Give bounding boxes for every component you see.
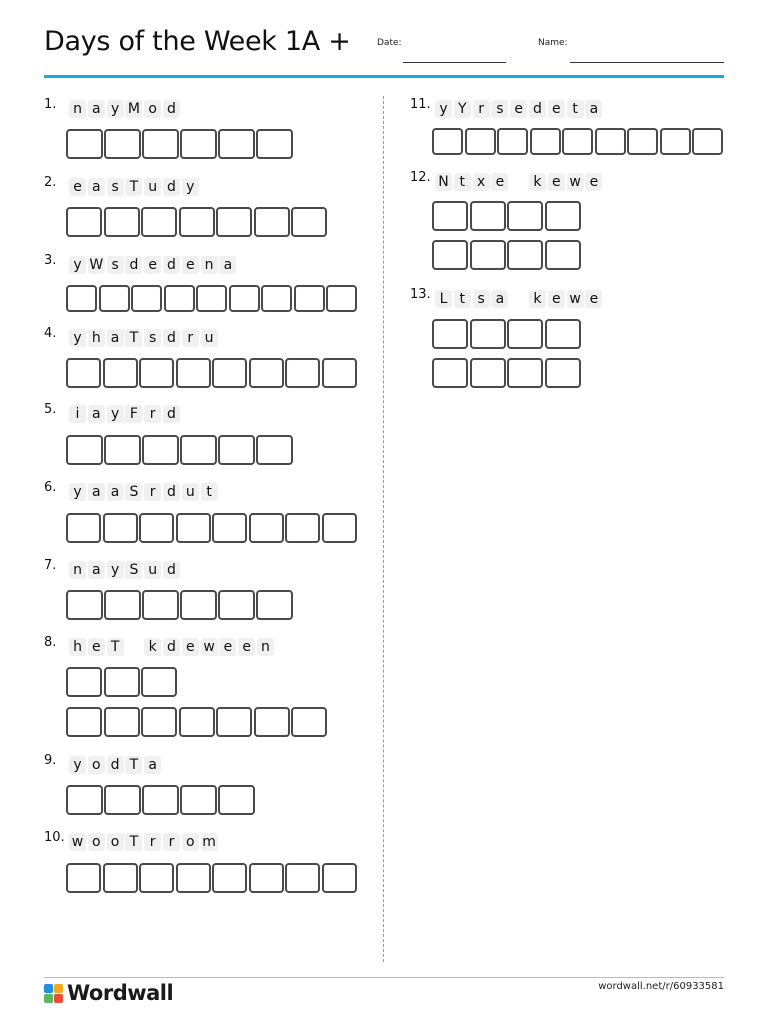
answer-box[interactable] xyxy=(326,285,357,312)
logo-square-icon xyxy=(44,984,53,993)
scrambled-letters xyxy=(69,178,201,196)
scrambled-letters xyxy=(69,756,163,774)
letter-tile: N xyxy=(435,173,452,191)
letter-tile: n xyxy=(69,561,86,579)
answer-box[interactable] xyxy=(66,129,103,159)
letter-tile: T xyxy=(125,833,142,851)
answer-box[interactable] xyxy=(142,129,179,159)
answer-box[interactable] xyxy=(285,513,320,543)
answer-box[interactable] xyxy=(139,513,174,543)
letter-tile: y xyxy=(107,405,124,423)
answer-box[interactable] xyxy=(595,128,626,155)
letter-tile: e xyxy=(238,638,255,656)
letter-tile: d xyxy=(163,256,180,274)
answer-box[interactable] xyxy=(545,319,581,349)
answer-box[interactable] xyxy=(507,201,543,231)
answer-row xyxy=(432,240,582,270)
answer-box[interactable] xyxy=(254,707,290,737)
letter-tile: e xyxy=(491,173,508,191)
letter-gap xyxy=(510,290,527,308)
answer-box[interactable] xyxy=(432,240,468,270)
answer-row xyxy=(432,128,725,155)
letter-tile: d xyxy=(529,100,546,118)
answer-box[interactable] xyxy=(104,435,141,465)
letter-tile: S xyxy=(125,483,142,501)
answer-box[interactable] xyxy=(218,785,255,815)
letter-tile: y xyxy=(107,561,124,579)
letter-tile: n xyxy=(201,256,218,274)
letter-gap xyxy=(125,638,142,656)
letter-tile: e xyxy=(585,290,602,308)
answer-box[interactable] xyxy=(142,785,179,815)
answer-box[interactable] xyxy=(249,863,284,893)
letter-tile: e xyxy=(69,178,86,196)
letter-tile: e xyxy=(88,638,105,656)
scrambled-letters xyxy=(69,483,219,501)
question-number: 8. xyxy=(44,635,57,650)
letter-tile: s xyxy=(473,290,490,308)
answer-box[interactable] xyxy=(104,785,141,815)
letter-tile: T xyxy=(107,638,124,656)
answer-box[interactable] xyxy=(103,358,138,388)
answer-box[interactable] xyxy=(180,590,217,620)
answer-row xyxy=(66,707,329,737)
letter-tile: o xyxy=(88,833,105,851)
letter-tile: s xyxy=(144,329,161,347)
answer-row xyxy=(66,358,358,388)
answer-box[interactable] xyxy=(66,207,102,237)
letter-tile: r xyxy=(144,405,161,423)
answer-box[interactable] xyxy=(66,358,101,388)
answer-box[interactable] xyxy=(497,128,528,155)
letter-tile: d xyxy=(163,329,180,347)
letter-tile: d xyxy=(125,256,142,274)
name-field-line[interactable] xyxy=(570,62,724,63)
brand-name: Wordwall xyxy=(67,981,174,1005)
letter-tile: y xyxy=(182,178,199,196)
letter-tile: F xyxy=(125,405,142,423)
letter-tile: e xyxy=(510,100,527,118)
scrambled-letters xyxy=(69,405,182,423)
answer-box[interactable] xyxy=(291,707,327,737)
logo-square-icon xyxy=(54,994,63,1003)
answer-box[interactable] xyxy=(545,358,581,388)
question-number: 9. xyxy=(44,753,57,768)
answer-box[interactable] xyxy=(180,785,217,815)
answer-box[interactable] xyxy=(104,667,140,697)
answer-box[interactable] xyxy=(104,707,140,737)
letter-tile: o xyxy=(88,756,105,774)
answer-box[interactable] xyxy=(218,129,255,159)
answer-box[interactable] xyxy=(322,863,357,893)
date-label: Date: xyxy=(377,38,402,48)
answer-row xyxy=(66,285,359,312)
letter-tile: m xyxy=(202,834,216,850)
answer-box[interactable] xyxy=(249,513,284,543)
answer-box[interactable] xyxy=(285,358,320,388)
answer-box[interactable] xyxy=(322,513,357,543)
letter-tile: o xyxy=(107,833,124,851)
letter-tile: t xyxy=(567,100,584,118)
letter-tile: Y xyxy=(454,100,471,118)
answer-box[interactable] xyxy=(142,435,179,465)
letter-tile: h xyxy=(88,329,105,347)
answer-box[interactable] xyxy=(627,128,658,155)
answer-row xyxy=(432,358,582,388)
answer-row xyxy=(66,435,294,465)
answer-box[interactable] xyxy=(254,207,290,237)
question-number: 11. xyxy=(410,97,431,112)
answer-row xyxy=(66,590,294,620)
scrambled-letters xyxy=(69,561,182,579)
letter-tile: o xyxy=(144,100,161,118)
letter-tile: a xyxy=(107,329,124,347)
letter-tile: e xyxy=(182,638,199,656)
column-divider xyxy=(383,96,384,962)
logo-square-icon xyxy=(44,994,53,1003)
letter-tile: d xyxy=(163,483,180,501)
answer-box[interactable] xyxy=(139,358,174,388)
letter-tile: a xyxy=(88,100,105,118)
letter-tile: y xyxy=(69,329,86,347)
answer-box[interactable] xyxy=(432,358,468,388)
worksheet-title: Days of the Week 1A + xyxy=(44,26,351,57)
letter-tile: a xyxy=(88,178,105,196)
letter-tile: r xyxy=(473,100,490,118)
answer-box[interactable] xyxy=(470,358,506,388)
answer-box[interactable] xyxy=(180,435,217,465)
question-number: 4. xyxy=(44,326,57,341)
letter-tile: r xyxy=(144,483,161,501)
answer-box[interactable] xyxy=(196,285,227,312)
answer-box[interactable] xyxy=(470,201,506,231)
letter-tile: h xyxy=(69,638,86,656)
answer-box[interactable] xyxy=(507,319,543,349)
question-number: 7. xyxy=(44,558,57,573)
letter-tile: a xyxy=(88,405,105,423)
answer-box[interactable] xyxy=(285,863,320,893)
answer-box[interactable] xyxy=(322,358,357,388)
answer-box[interactable] xyxy=(66,785,103,815)
wordwall-logo xyxy=(44,981,173,1005)
letter-tile: s xyxy=(107,256,124,274)
question-number: 13. xyxy=(410,287,431,302)
answer-box[interactable] xyxy=(212,513,247,543)
question-number: 3. xyxy=(44,253,57,268)
question-number: 1. xyxy=(44,97,57,112)
letter-tile: u xyxy=(144,561,161,579)
letter-tile: x xyxy=(473,173,490,191)
answer-box[interactable] xyxy=(141,667,177,697)
letter-tile: S xyxy=(125,561,142,579)
name-label: Name: xyxy=(538,38,568,48)
answer-box[interactable] xyxy=(66,285,97,312)
answer-box[interactable] xyxy=(470,240,506,270)
answer-box[interactable] xyxy=(179,707,215,737)
letter-tile: i xyxy=(69,405,86,423)
answer-row xyxy=(66,129,294,159)
letter-gap xyxy=(510,173,527,191)
answer-box[interactable] xyxy=(545,240,581,270)
letter-tile: y xyxy=(107,100,124,118)
activity-url[interactable]: wordwall.net/r/60933581 xyxy=(598,981,724,992)
letter-tile: k xyxy=(529,173,546,191)
letter-tile: T xyxy=(125,178,142,196)
answer-box[interactable] xyxy=(470,319,506,349)
answer-row xyxy=(432,201,582,231)
answer-box[interactable] xyxy=(99,285,130,312)
answer-row xyxy=(66,785,256,815)
answer-row xyxy=(66,667,179,697)
scrambled-letters xyxy=(435,173,604,191)
letter-tile: t xyxy=(201,483,218,501)
letter-tile: e xyxy=(219,638,236,656)
answer-box[interactable] xyxy=(229,285,260,312)
question-number: 2. xyxy=(44,175,57,190)
answer-box[interactable] xyxy=(103,863,138,893)
answer-box[interactable] xyxy=(530,128,561,155)
letter-tile: a xyxy=(88,561,105,579)
letter-tile: a xyxy=(88,483,105,501)
scrambled-letters xyxy=(69,638,276,656)
letter-tile: y xyxy=(69,256,86,274)
answer-box[interactable] xyxy=(180,129,217,159)
letter-tile: y xyxy=(69,756,86,774)
letter-tile: r xyxy=(144,833,161,851)
letter-tile: n xyxy=(69,100,86,118)
logo-square-icon xyxy=(54,984,63,993)
question-number: 12. xyxy=(410,170,431,185)
letter-tile: e xyxy=(144,256,161,274)
letter-tile: t xyxy=(454,173,471,191)
answer-box[interactable] xyxy=(218,590,255,620)
letter-tile: k xyxy=(529,290,546,308)
letter-tile: d xyxy=(163,100,180,118)
answer-row xyxy=(66,207,329,237)
wordwall-logo-icon xyxy=(44,984,63,1003)
letter-tile: u xyxy=(201,329,218,347)
letter-tile: r xyxy=(163,833,180,851)
answer-box[interactable] xyxy=(141,707,177,737)
answer-box[interactable] xyxy=(249,358,284,388)
letter-tile: k xyxy=(144,638,161,656)
letter-tile: e xyxy=(548,290,565,308)
scrambled-letters xyxy=(435,100,604,118)
answer-box[interactable] xyxy=(507,358,543,388)
letter-tile: y xyxy=(69,483,86,501)
letter-tile: d xyxy=(163,561,180,579)
answer-box[interactable] xyxy=(216,707,252,737)
letter-tile: s xyxy=(107,178,124,196)
scrambled-letters xyxy=(435,290,604,308)
letter-tile: T xyxy=(125,329,142,347)
letter-tile: t xyxy=(454,290,471,308)
answer-box[interactable] xyxy=(692,128,723,155)
letter-tile: u xyxy=(182,483,199,501)
footer-rule xyxy=(44,977,724,978)
answer-box[interactable] xyxy=(256,590,293,620)
letter-tile: W xyxy=(89,257,104,273)
answer-box[interactable] xyxy=(261,285,292,312)
answer-box[interactable] xyxy=(465,128,496,155)
answer-box[interactable] xyxy=(294,285,325,312)
letter-tile: w xyxy=(567,173,584,191)
answer-box[interactable] xyxy=(66,667,102,697)
answer-box[interactable] xyxy=(218,435,255,465)
letter-tile: w xyxy=(69,833,86,851)
letter-tile: e xyxy=(182,256,199,274)
letter-tile: a xyxy=(585,100,602,118)
answer-box[interactable] xyxy=(103,513,138,543)
answer-row xyxy=(432,319,582,349)
letter-tile: a xyxy=(144,756,161,774)
answer-box[interactable] xyxy=(142,590,179,620)
answer-box[interactable] xyxy=(179,207,215,237)
answer-box[interactable] xyxy=(507,240,543,270)
letter-tile: e xyxy=(548,100,565,118)
letter-tile: u xyxy=(144,178,161,196)
letter-tile: T xyxy=(125,756,142,774)
letter-tile: w xyxy=(567,290,584,308)
answer-box[interactable] xyxy=(291,207,327,237)
letter-tile: d xyxy=(163,405,180,423)
answer-box[interactable] xyxy=(256,129,293,159)
letter-tile: d xyxy=(163,638,180,656)
scrambled-letters xyxy=(69,329,219,347)
letter-tile: w xyxy=(201,638,218,656)
answer-box[interactable] xyxy=(432,128,463,155)
letter-tile: y xyxy=(435,100,452,118)
answer-box[interactable] xyxy=(66,707,102,737)
letter-tile: a xyxy=(491,290,508,308)
scrambled-letters xyxy=(69,256,238,274)
answer-box[interactable] xyxy=(545,201,581,231)
letter-tile: a xyxy=(107,483,124,501)
scrambled-letters xyxy=(69,100,182,118)
answer-box[interactable] xyxy=(104,207,140,237)
answer-box[interactable] xyxy=(139,863,174,893)
answer-box[interactable] xyxy=(256,435,293,465)
answer-box[interactable] xyxy=(164,285,195,312)
scrambled-letters xyxy=(69,833,219,851)
answer-box[interactable] xyxy=(212,863,247,893)
letter-tile: a xyxy=(219,256,236,274)
answer-row xyxy=(66,513,358,543)
letter-tile: e xyxy=(585,173,602,191)
answer-box[interactable] xyxy=(216,207,252,237)
answer-box[interactable] xyxy=(562,128,593,155)
letter-tile: M xyxy=(125,100,142,118)
answer-box[interactable] xyxy=(660,128,691,155)
answer-box[interactable] xyxy=(176,358,211,388)
letter-tile: d xyxy=(107,756,124,774)
answer-box[interactable] xyxy=(66,513,101,543)
answer-row xyxy=(66,863,358,893)
letter-tile: e xyxy=(548,173,565,191)
answer-box[interactable] xyxy=(212,358,247,388)
question-number: 5. xyxy=(44,402,57,417)
answer-box[interactable] xyxy=(131,285,162,312)
answer-box[interactable] xyxy=(66,863,101,893)
answer-box[interactable] xyxy=(432,319,468,349)
answer-box[interactable] xyxy=(141,207,177,237)
answer-box[interactable] xyxy=(432,201,468,231)
answer-box[interactable] xyxy=(176,513,211,543)
date-field-line[interactable] xyxy=(403,62,506,63)
letter-tile: n xyxy=(257,638,274,656)
answer-box[interactable] xyxy=(66,435,103,465)
letter-tile: d xyxy=(163,178,180,196)
letter-tile: L xyxy=(435,290,452,308)
question-number: 6. xyxy=(44,480,57,495)
answer-box[interactable] xyxy=(104,590,141,620)
answer-box[interactable] xyxy=(104,129,141,159)
answer-box[interactable] xyxy=(176,863,211,893)
header-rule xyxy=(44,75,724,78)
letter-tile: o xyxy=(182,833,199,851)
letter-tile: s xyxy=(491,100,508,118)
answer-box[interactable] xyxy=(66,590,103,620)
letter-tile: r xyxy=(182,329,199,347)
question-number: 10. xyxy=(44,830,65,845)
